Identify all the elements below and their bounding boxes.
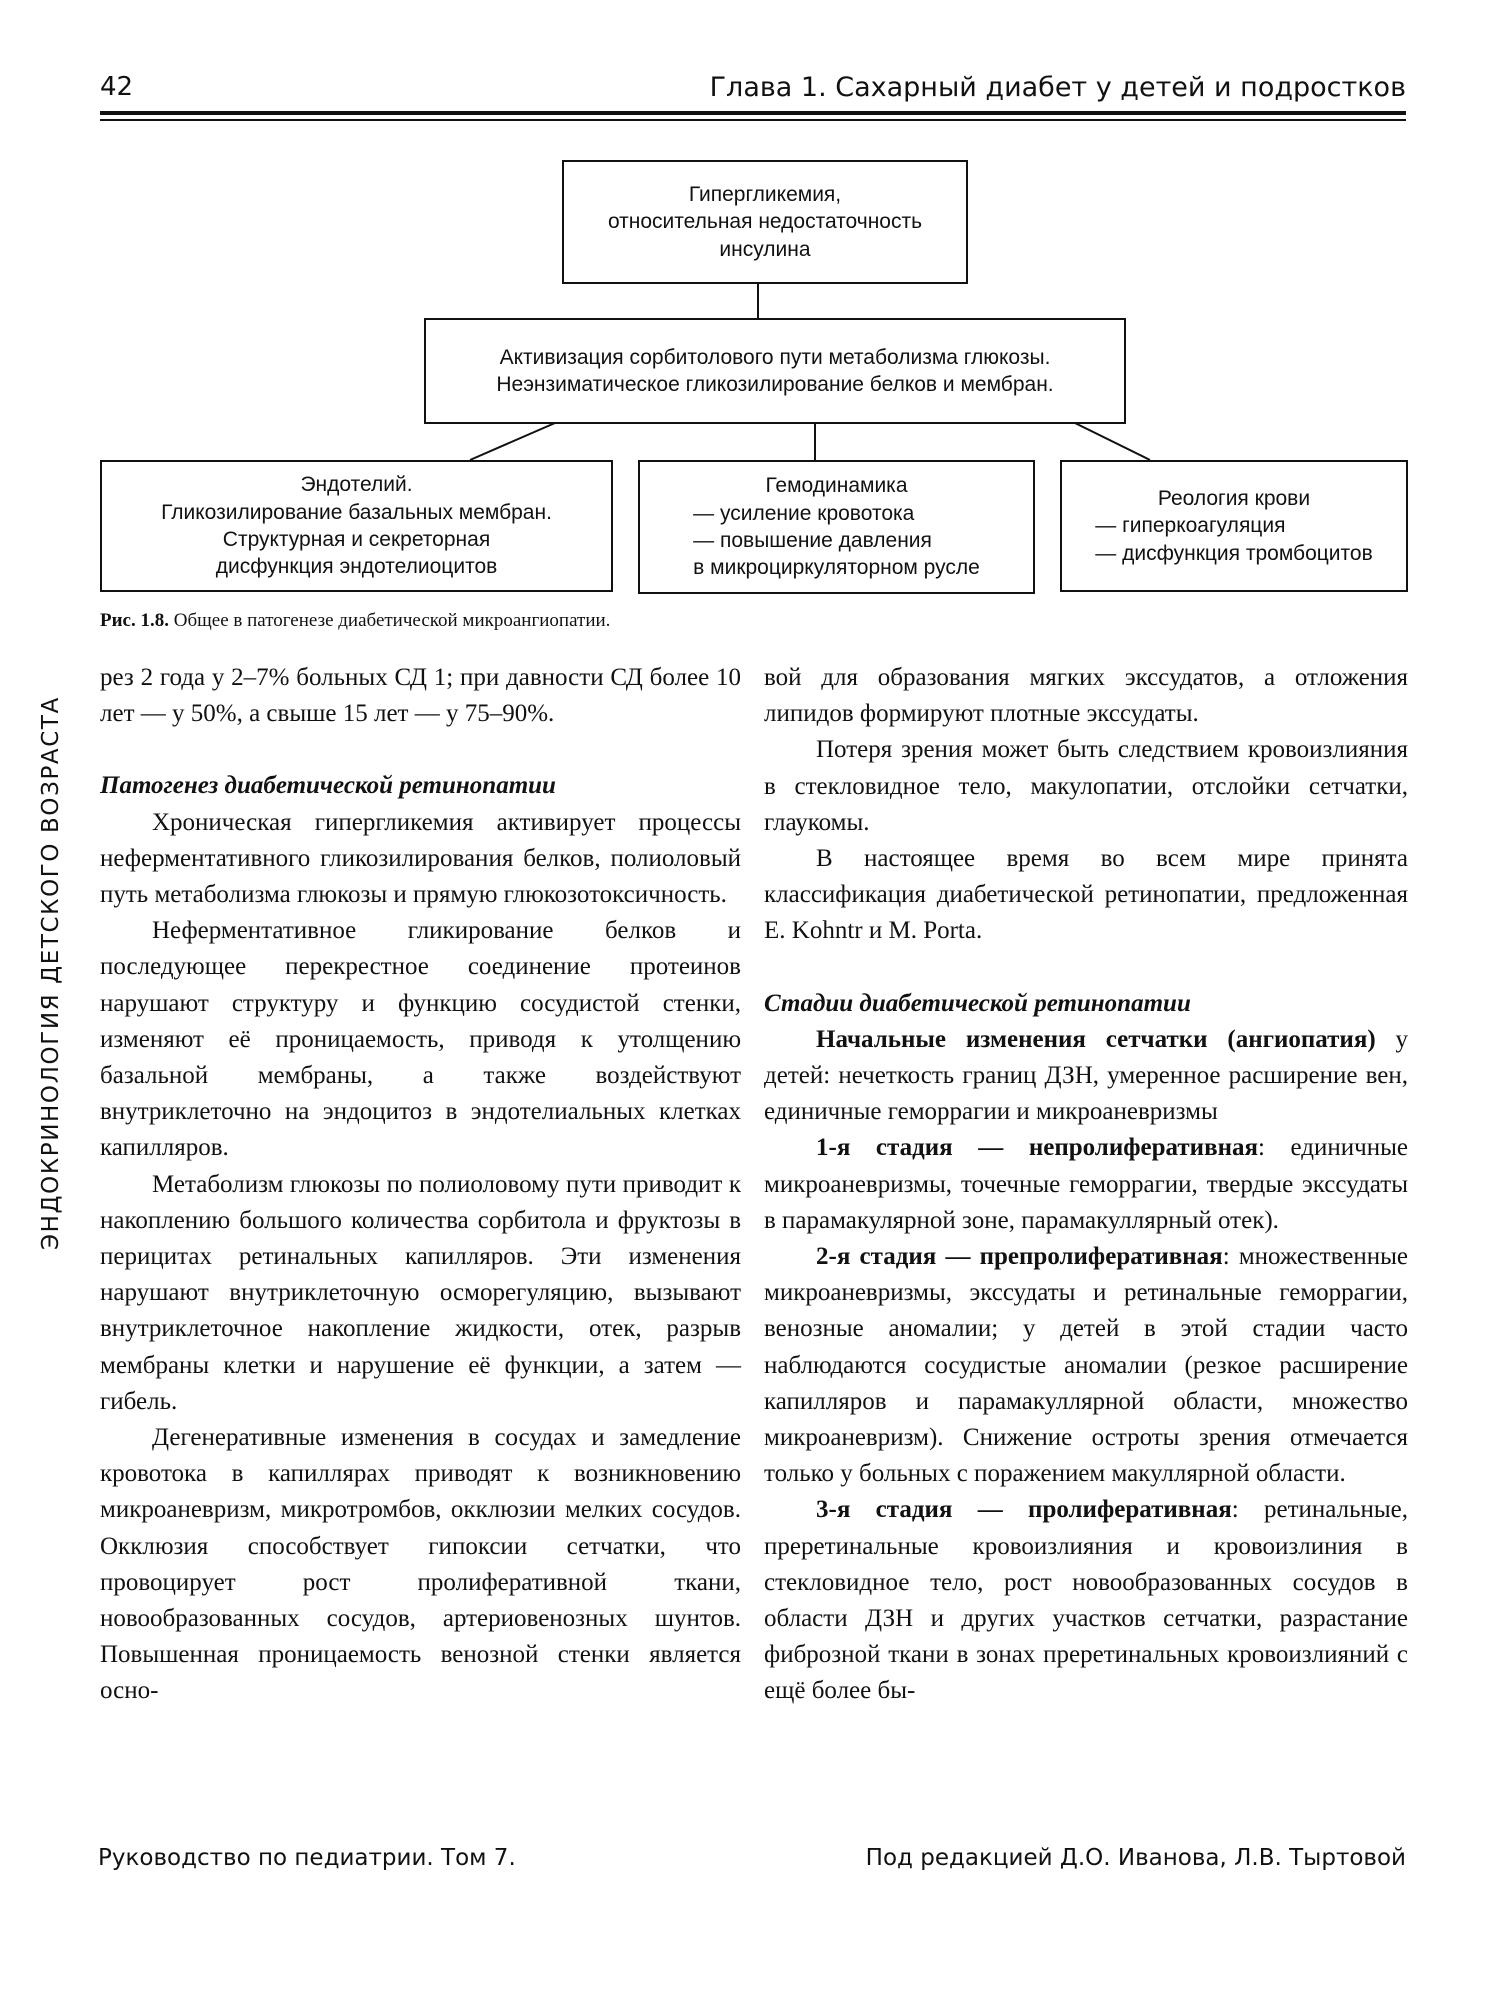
figure-caption-label: Рис. 1.8. xyxy=(100,610,169,631)
box-line: Неэнзиматическое гликозилирование белков и мембран. xyxy=(496,373,1054,396)
stage-paragraph-initial xyxy=(764,1022,1408,1131)
section-heading-pathogenesis: Патогенез диабетической ретинопатии xyxy=(100,772,556,800)
paragraph: Хроническая гипергликемия активирует процессы неферментативного гликозилирования белков, полиоловый путь метаболизма глюкозы и прямую глюкозотоксичность. xyxy=(100,808,741,909)
stage-paragraph-1 xyxy=(764,1130,1408,1239)
connector-middle-right xyxy=(1075,423,1150,460)
stage-text: : ретинальные, преретинальные кровоизлияния и кровоизлиния в стекловидное тело, рост новообразованных сосудов в области ДЗН и других участков сетчатки, разрастание фиброзной ткани в зонах преретинальных кровоизлияний с ещё более бы- xyxy=(764,1496,1408,1705)
chapter-title: Глава 1. Сахарный диабет у детей и подростков xyxy=(709,72,1406,103)
box-line: дисфункция эндотелиоцитов xyxy=(215,555,498,579)
paragraph: Потеря зрения может быть следствием кровоизлияния в стекловидное тело, макулопатии, отслойки сетчатки, глаукомы. xyxy=(764,736,1408,836)
stage-text: : множественные микроаневризмы, экссудаты и ретинальные геморрагии, венозные аномалии; у детей в этой стадии часто наблюдаются сосудистые аномалии (резкое расширение капилляров и парамакуллярной области, множество микроаневризм). Снижение остроты зрения отмечается только у больных с поражением макуллярной области. xyxy=(764,1243,1408,1488)
figure-caption-text: Общее в патогенезе диабетической микроангиопатии. xyxy=(169,610,611,631)
paragraph-continued: вой для образования мягких экссудатов, а отложения липидов формируют плотные экссудаты. xyxy=(764,664,1408,728)
paragraph-continued: рез 2 года у 2–7% больных СД 1; при давности СД более 10 лет — у 50%, а свыше 15 лет — у 75–90%. xyxy=(100,664,741,728)
stage-paragraph-3 xyxy=(764,1492,1408,1709)
box-line: — гиперкоагуляция xyxy=(1095,514,1286,538)
box-line: относительная недостаточность xyxy=(607,210,923,234)
paragraph: Неферментативное гликирование белков и последующее перекрестное соединение протеинов нарушают структуру и функцию сосудистой стенки, изменяют её проницаемость, приводя к утолщению базальной мембраны, а также воздействуют внутриклеточно на эндоцитоз в эндотелиальных клетках капилляров. xyxy=(100,917,741,1162)
page-number: 42 xyxy=(100,72,134,102)
paragraph: Метаболизм глюкозы по полиоловому пути приводит к накоплению большого количества сорбитола и фруктозы в перицитах ретинальных капилляров. Эти изменения нарушают внутриклеточную осморегуляцию, вызывают внутриклеточное накопление жидкости, отек, разрыв мембраны клетки и нарушение её функции, а затем — гибель. xyxy=(100,1170,741,1415)
box-line: Эндотелий. xyxy=(300,473,413,497)
box-line: в микроциркуляторном русле xyxy=(693,556,980,580)
footer-editors: Под редакцией Д.О. Иванова, Л.В. Тыртовой xyxy=(865,1845,1406,1871)
footer-book-title: Руководство по педиатрии. Том 7. xyxy=(98,1845,516,1871)
stage-title: 2-я стадия — препролиферативная xyxy=(816,1243,1223,1271)
box-line: — усиление кровотока xyxy=(693,501,915,525)
box-line: инсулина xyxy=(719,237,811,261)
stage-title: Начальные изменения сетчатки (ангиопатия) xyxy=(816,1025,1376,1053)
box-line: Гипергликемия, xyxy=(688,183,842,207)
diagram-box-endothelium xyxy=(100,460,613,592)
stage-text: : единичные микроаневризмы, точечные геморрагии, твердые экссудаты в парамакулярной зоне, парамакуллярный отек). xyxy=(764,1134,1408,1234)
side-running-title-text: ЭНДОКРИНОЛОГИЯ ДЕТСКОГО ВОЗРАСТА xyxy=(38,696,64,1250)
box-line: — повышение давления xyxy=(693,529,932,552)
connector-middle-left xyxy=(470,423,555,460)
box-line: Гликозилирование базальных мембран. xyxy=(161,500,552,524)
figure-caption xyxy=(100,610,610,632)
stage-title: 3-я стадия — пролиферативная xyxy=(816,1496,1232,1524)
section-heading-stages: Стадии диабетической ретинопатии xyxy=(764,989,1191,1017)
diagram-box-hyperglycemia xyxy=(562,160,968,284)
left-column xyxy=(100,660,741,1710)
diagram-box-hemodynamics xyxy=(638,460,1035,594)
diagram-box-sorbitol-pathway xyxy=(424,318,1126,424)
box-line: Реология крови xyxy=(1157,487,1311,511)
paragraph: Дегенеративные изменения в сосудах и замедление кровотока в капиллярах приводят к возникновению микроаневризм, микротромбов, окклюзии мелких сосудов. Окклюзия способствует гипоксии сетчатки, что провоцирует рост пролиферативной ткани, новообразованных сосудов, артериовенозных шунтов. Повышенная проницаемость венозной стенки является осно- xyxy=(100,1424,741,1705)
stage-paragraph-2 xyxy=(764,1239,1408,1492)
box-line: Гемодинамика xyxy=(765,474,908,498)
paragraph: В настоящее время во всем мире принята классификация диабетической ретинопатии, предложенная E. Kohntr и M. Porta. xyxy=(764,845,1408,945)
box-line: Активизация сорбитолового пути метаболизма глюкозы. xyxy=(499,345,1051,369)
box-line: — дисфункция тромбоцитов xyxy=(1095,541,1373,565)
stage-title: 1-я стадия — непролиферативная xyxy=(816,1134,1258,1162)
right-column xyxy=(764,660,1408,1710)
diagram-box-blood-rheology xyxy=(1060,460,1408,592)
stage-text: у детей: нечеткость границ ДЗН, умеренное расширение вен, единичные геморрагии и микроаневризмы xyxy=(764,1025,1408,1126)
box-line: Структурная и секреторная xyxy=(222,528,491,551)
